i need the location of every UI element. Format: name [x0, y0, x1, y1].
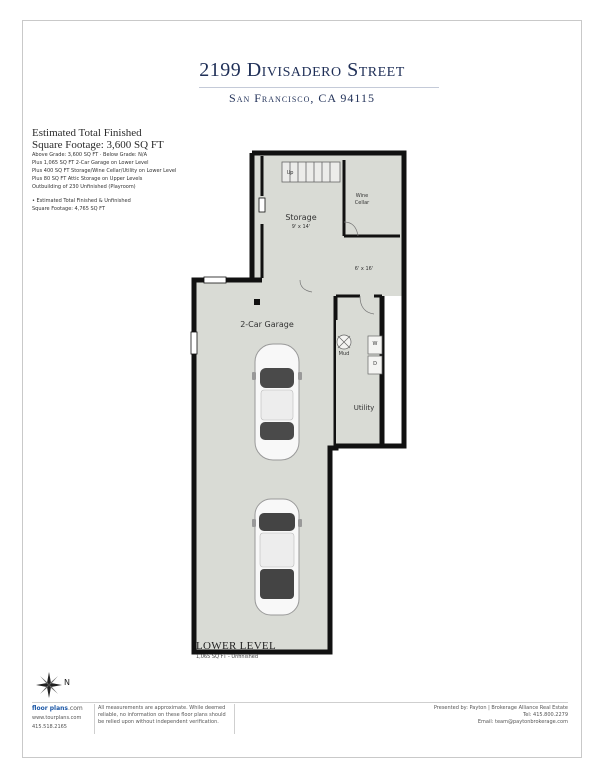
brand-website[interactable]: www.tourplans.com	[32, 715, 82, 721]
brand-name: floor plans	[32, 705, 68, 712]
estimate-total-value: Square Footage: 4,765 SQ FT	[32, 206, 106, 212]
room-label-utility: Utility	[353, 404, 375, 412]
property-title: 2199 Divisadero Street	[199, 59, 405, 81]
dryer-label: D	[373, 361, 377, 367]
estimate-detail: Plus 80 SQ FT Attic Storage on Upper Levels	[32, 176, 143, 182]
brand-suffix: .com	[67, 705, 83, 712]
estimate-heading: Estimated Total Finished	[32, 127, 142, 139]
room-label-garage: 2-Car Garage	[240, 320, 294, 329]
level-subtitle: 1,065 SQ FT - Unfinished	[196, 654, 258, 660]
estimate-detail: Plus 400 SQ FT Storage/Wine Cellar/Utility on Lower Level	[32, 168, 177, 174]
presenter-info	[308, 705, 568, 726]
compass-rose-icon	[36, 672, 62, 698]
room-label-storage: Storage	[285, 213, 317, 222]
footer-divider	[32, 702, 568, 703]
presenter-email[interactable]: Email: team@paytonbrokerage.com	[477, 719, 568, 725]
estimate-total: Square Footage: 3,600 SQ FT	[32, 139, 164, 151]
brand-logo[interactable]	[32, 705, 83, 712]
room-dims-storage: 9' x 14'	[291, 224, 311, 230]
compass-north-label: N	[64, 678, 70, 687]
room-label-wine-cellar: Wine Cellar	[354, 193, 370, 206]
stairs-up-label: Up	[286, 170, 294, 176]
estimate-detail: Outbuilding of 230 Unfinished (Playroom)	[32, 184, 136, 190]
footer-separator	[94, 704, 95, 734]
brand-phone: 415.518.2165	[32, 724, 67, 730]
presented-by: Presented by: Payton | Brokerage Alliance Real Estate	[433, 705, 568, 711]
car-icon	[252, 344, 302, 460]
room-label-mud: Mud	[338, 351, 350, 357]
presenter-phone: Tel: 415.800.2279	[523, 712, 568, 718]
support-post	[254, 299, 260, 305]
disclaimer-text: All measurements are approximate. While deemed reliable, no information on these floor plans should be relied upon without independent verification.	[98, 705, 226, 725]
property-address: San Francisco, CA 94115	[229, 91, 375, 105]
estimate-total-note: • Estimated Total Finished & Unfinished	[32, 198, 131, 204]
level-title: LOWER LEVEL	[196, 640, 276, 652]
estimate-detail: Plus 1,065 SQ FT 2-Car Garage on Lower Level	[32, 160, 149, 166]
washer-label: W	[372, 341, 378, 347]
estimate-detail: Above Grade: 3,600 SQ FT · Below Grade: N/A	[32, 152, 148, 158]
room-dims-hall: 6' x 16'	[354, 266, 374, 272]
car-icon	[252, 499, 302, 615]
footer-separator	[234, 704, 235, 734]
